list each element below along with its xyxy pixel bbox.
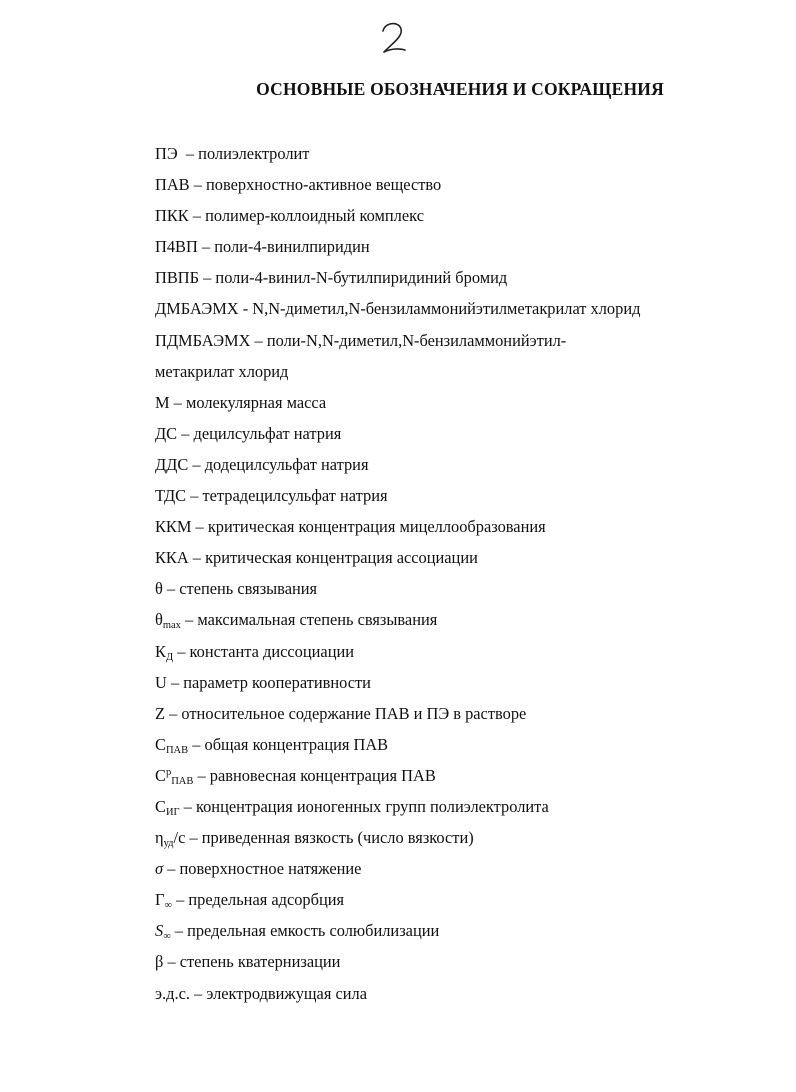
abbreviation-definition: относительное содержание ПАВ и ПЭ в растворе (181, 703, 527, 723)
abbreviation-definition: степень связывания (179, 579, 318, 599)
term-suffix: /с (173, 828, 186, 848)
abbreviation-row (155, 516, 776, 547)
handwritten-page-number (374, 18, 414, 58)
dash-separator: – (197, 237, 215, 257)
abbreviation-term: β (155, 952, 164, 972)
abbreviation-definition: равновесная концентрация ПАВ (209, 765, 436, 785)
abbreviation-definition: параметр кооперативности (183, 672, 371, 692)
dash-separator: – (179, 796, 196, 816)
abbreviation-term: ПКК (155, 206, 189, 226)
abbreviation-row (155, 578, 776, 609)
abbreviation-row (155, 267, 776, 298)
abbreviation-row (155, 485, 776, 516)
dash-separator: – (185, 828, 202, 848)
abbreviation-row (155, 454, 776, 485)
dash-separator: – (188, 734, 205, 754)
abbreviation-term: η (155, 828, 164, 848)
term-subscript: ПАВ (171, 775, 194, 787)
abbreviation-term: Г (155, 890, 165, 910)
page-title: ОСНОВНЫЕ ОБОЗНАЧЕНИЯ И СОКРАЩЕНИЯ (256, 79, 664, 99)
dash-separator: – (189, 983, 207, 1003)
abbreviation-term: θ (155, 579, 163, 599)
abbreviation-definition: предельная емкость солюбилизации (187, 921, 440, 941)
definition-continuation: метакрилат хлорид (155, 361, 289, 381)
abbreviation-definition: концентрация ионогенных групп полиэлектролита (195, 796, 549, 816)
dash-separator: – (199, 268, 216, 288)
abbreviation-row (155, 547, 776, 578)
dash-separator: – (170, 921, 188, 941)
abbreviation-definition: поверхностное натяжение (179, 859, 362, 879)
abbreviation-definition: поли-4-винилпиридин (214, 237, 370, 257)
abbreviation-term: σ (155, 859, 164, 879)
abbreviation-term: э.д.с. (155, 983, 190, 1003)
dash-separator: – (186, 486, 203, 506)
abbreviation-definition: тетрадецилсульфат натрия (202, 486, 388, 506)
abbreviation-definition: степень кватернизации (179, 952, 341, 972)
dash-separator: – (166, 672, 184, 692)
abbreviation-row (155, 983, 776, 1014)
abbreviation-definition: приведенная вязкость (число вязкости) (201, 828, 474, 848)
abbreviation-definition: максимальная степень связывания (197, 610, 438, 630)
abbreviation-definition: поверхностно-активное вещество (206, 175, 442, 195)
abbreviation-definition: полиэлектролит (198, 144, 310, 163)
term-subscript: ПАВ (165, 744, 189, 756)
term-subscript: ∞ (164, 900, 172, 912)
abbreviation-row (155, 672, 776, 703)
abbreviation-definition: константа диссоциации (189, 641, 355, 661)
abbreviation-definition: поли-4-винил-N-бутилпиридиний бромид (215, 268, 508, 288)
term-subscript: ИГ (165, 806, 180, 818)
term-superscript: р (165, 766, 172, 778)
abbreviation-term: Z (155, 703, 166, 723)
abbreviation-row (155, 330, 776, 361)
abbreviation-row (155, 423, 776, 454)
abbreviation-list (155, 143, 776, 1014)
abbreviation-term: П4ВП (155, 237, 198, 257)
abbreviation-definition: критическая концентрация мицеллообразования (207, 517, 546, 537)
abbreviation-row (155, 205, 776, 236)
abbreviation-definition: предельная адсорбция (188, 890, 345, 910)
abbreviation-term: θ (155, 610, 163, 630)
dash-separator: – (188, 548, 206, 568)
term-subscript: ∞ (163, 931, 171, 943)
dash-separator: – (173, 641, 190, 661)
abbreviation-term: С (155, 765, 166, 785)
abbreviation-row (155, 827, 776, 858)
abbreviation-row (155, 734, 776, 765)
abbreviation-term: ПВПБ (155, 268, 200, 288)
abbreviation-term: ПЭ (155, 144, 178, 163)
dash-separator: – (180, 610, 198, 630)
dash-separator: – (169, 392, 186, 412)
abbreviation-definition: додецилсульфат натрия (204, 454, 369, 474)
dash-separator: – (193, 765, 210, 785)
abbreviation-definition: полимер-коллоидный комплекс (205, 206, 424, 226)
abbreviation-term: ДМБАЭМХ (155, 299, 239, 319)
abbreviation-term: ККА (155, 548, 189, 568)
term-subscript: Д (165, 651, 174, 663)
abbreviation-definition: децилсульфат натрия (193, 423, 342, 443)
abbreviation-row (155, 951, 776, 982)
abbreviation-term: ПДМБАЭМХ (155, 330, 251, 350)
abbreviation-term: ПАВ (155, 175, 190, 195)
dash-separator: – (165, 703, 182, 723)
dash-separator: - (238, 299, 253, 319)
abbreviation-definition: N,N-диметил,N-бензиламмонийэтилметакрилат хлорид (252, 299, 641, 319)
abbreviation-row (155, 392, 776, 423)
abbreviation-row (155, 236, 776, 267)
abbreviation-row (155, 765, 776, 796)
dash-separator: – (177, 423, 194, 443)
abbreviation-row (155, 796, 776, 827)
abbreviation-definition: общая концентрация ПАВ (204, 734, 389, 754)
dash-separator: – (163, 952, 180, 972)
abbreviation-definition: молекулярная масса (185, 392, 327, 412)
abbreviation-term: ККМ (155, 517, 192, 537)
dash-separator: – (250, 330, 267, 350)
dash-separator: – (188, 454, 205, 474)
abbreviation-term: М (155, 392, 170, 412)
abbreviation-definition: поли-N,N-диметил,N-бензиламмонийэтил- (266, 330, 567, 350)
abbreviation-definition: электродвижущая сила (206, 983, 367, 1003)
dash-separator: – (177, 144, 199, 163)
dash-separator: – (163, 859, 180, 879)
abbreviation-row (155, 298, 776, 329)
abbreviation-term: U (155, 672, 167, 692)
abbreviation-term: ДС (155, 423, 178, 443)
abbreviation-term: С (155, 796, 166, 816)
abbreviation-term: С (155, 734, 166, 754)
abbreviation-term: ДДС (155, 454, 189, 474)
abbreviation-definition: критическая концентрация ассоциации (205, 548, 478, 568)
dash-separator: – (189, 175, 206, 195)
dash-separator: – (191, 517, 208, 537)
abbreviation-row (155, 858, 776, 889)
abbreviation-row (155, 174, 776, 205)
abbreviation-row (155, 143, 776, 174)
dash-separator: – (188, 206, 206, 226)
abbreviation-term: S (155, 921, 164, 941)
abbreviation-term: ТДС (155, 486, 187, 506)
dash-separator: – (171, 890, 189, 910)
abbreviation-row (155, 609, 776, 640)
abbreviation-row (155, 920, 776, 951)
term-subscript: уд (163, 838, 174, 850)
abbreviation-row (155, 703, 776, 734)
abbreviation-row (155, 889, 776, 920)
abbreviation-row (155, 641, 776, 672)
abbreviation-term: К (155, 641, 166, 661)
term-subscript: max (162, 620, 181, 632)
dash-separator: – (162, 579, 180, 599)
abbreviation-row (155, 361, 776, 392)
